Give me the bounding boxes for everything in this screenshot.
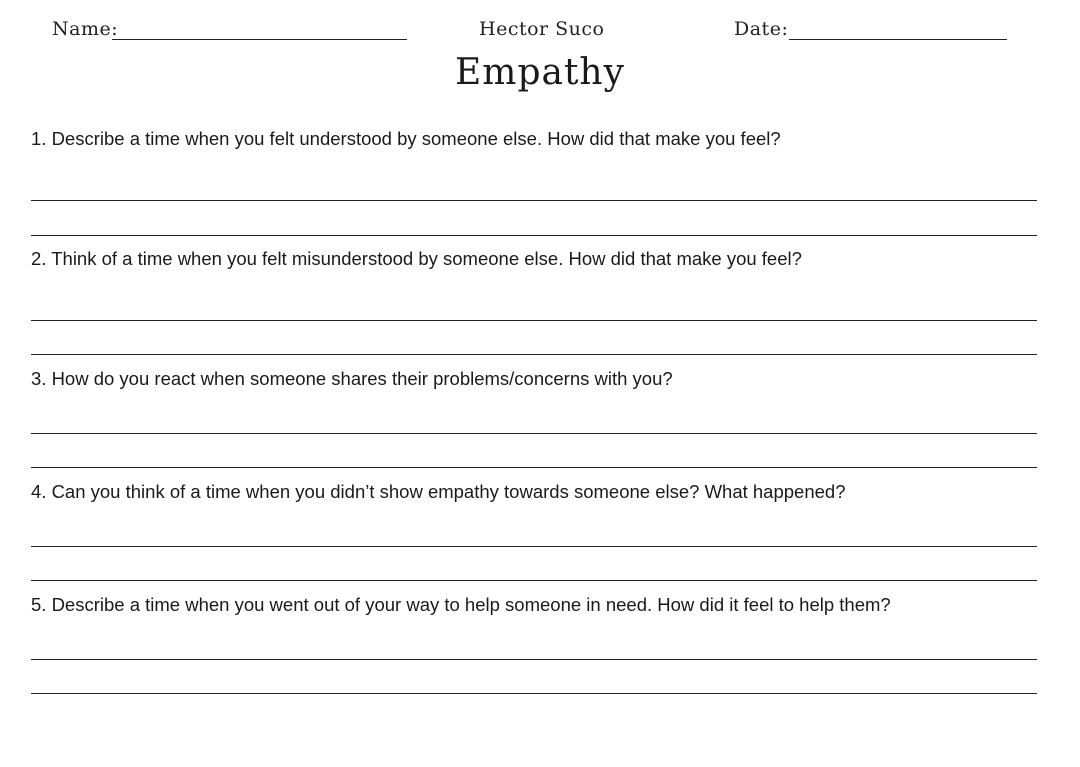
date-field-line[interactable] bbox=[789, 39, 1007, 40]
answer-line-3b[interactable] bbox=[31, 467, 1037, 468]
question-2: 2. Think of a time when you felt misunderstood by someone else. How did that make you feel? bbox=[31, 248, 802, 269]
answer-line-4a[interactable] bbox=[31, 546, 1037, 547]
author-name: Hector Suco bbox=[479, 18, 605, 40]
name-label: Name: bbox=[52, 18, 119, 40]
answer-line-4b[interactable] bbox=[31, 580, 1037, 581]
answer-line-2a[interactable] bbox=[31, 320, 1037, 321]
question-3: 3. How do you react when someone shares their problems/concerns with you? bbox=[31, 368, 673, 389]
name-field-line[interactable] bbox=[112, 39, 407, 40]
answer-line-2b[interactable] bbox=[31, 354, 1037, 355]
answer-line-3a[interactable] bbox=[31, 433, 1037, 434]
answer-line-1a[interactable] bbox=[31, 200, 1037, 201]
date-label: Date: bbox=[734, 18, 789, 40]
question-5: 5. Describe a time when you went out of your way to help someone in need. How did it feel to help them? bbox=[31, 594, 891, 615]
answer-line-5b[interactable] bbox=[31, 693, 1037, 694]
page-title: Empathy bbox=[455, 52, 625, 93]
question-1: 1. Describe a time when you felt understood by someone else. How did that make you feel? bbox=[31, 128, 781, 149]
question-4: 4. Can you think of a time when you didn’t show empathy towards someone else? What happened? bbox=[31, 481, 846, 502]
answer-line-5a[interactable] bbox=[31, 659, 1037, 660]
answer-line-1b[interactable] bbox=[31, 235, 1037, 236]
